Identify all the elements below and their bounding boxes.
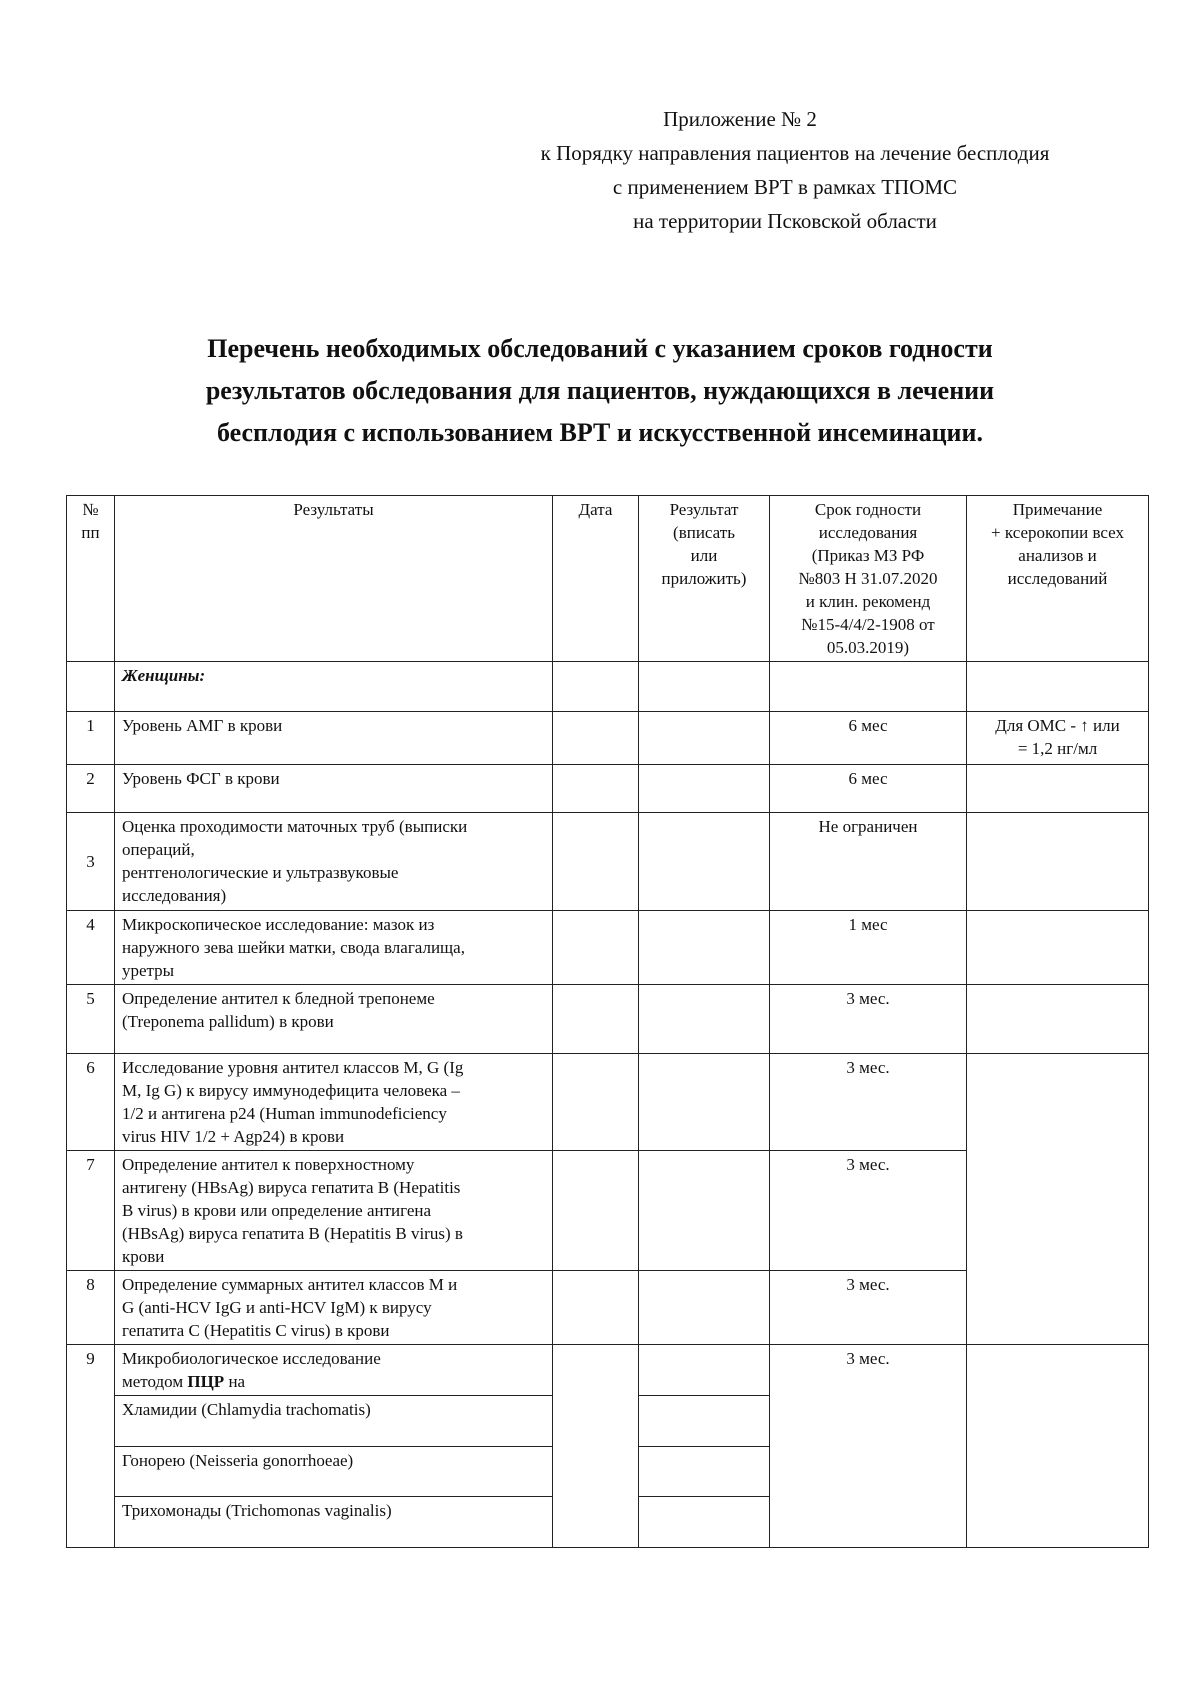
date-cell [553, 1271, 639, 1345]
result-cell [639, 813, 770, 911]
result-cell [639, 1447, 770, 1497]
result-cell [639, 1497, 770, 1548]
row-number: 1 [67, 712, 115, 765]
title-line: Перечень необходимых обследований с указанием сроков годности [207, 334, 993, 363]
date-cell [553, 712, 639, 765]
table-row [67, 1054, 1149, 1151]
row-name: Микроскопическое исследование: мазок из наружного зева шейки матки, свода влагалища, уретры [115, 911, 553, 985]
result-cell [639, 911, 770, 985]
row-note [967, 765, 1149, 813]
row-note-merged [967, 1054, 1149, 1345]
row-expiry: 6 мес [770, 712, 967, 765]
date-cell [553, 911, 639, 985]
sub-row-name: Гонорею (Neisseria gonorrhoeae) [115, 1447, 553, 1497]
result-cell [639, 765, 770, 813]
table-header-row [67, 496, 1149, 662]
row-expiry: 3 мес. [770, 985, 967, 1054]
examinations-table [66, 495, 1149, 1548]
row-name: Уровень ФСГ в крови [115, 765, 553, 813]
row-name: Микробиологическое исследование методом ПЦР на [115, 1345, 553, 1396]
appendix-header [0, 102, 1120, 238]
row-number: 8 [67, 1271, 115, 1345]
row-note [967, 911, 1149, 985]
date-cell [553, 1054, 639, 1151]
row-expiry: 3 мес. [770, 1054, 967, 1151]
table-row [67, 1345, 1149, 1396]
title-line: результатов обследования для пациентов, нуждающихся в лечении [205, 376, 995, 405]
title-line: бесплодия с использованием ВРТ и искусственной инсеминации. [216, 418, 984, 447]
row-name: Определение антител к поверхностному антигену (HBsAg) вируса гепатита В (Hepatitis B virus) в крови или определение антигена (HBsAg) вируса гепатита В (Hepatitis B virus) в крови [115, 1151, 553, 1271]
row-note: Для ОМС - ↑ или = 1,2 нг/мл [967, 712, 1149, 765]
row-number: 6 [67, 1054, 115, 1151]
date-cell [553, 985, 639, 1054]
result-cell [639, 985, 770, 1054]
header-note: Примечание + ксерокопии всех анализов и исследований [967, 496, 1149, 662]
row-name: Оценка проходимости маточных труб (выписки операций, рентгенологические и ультразвуковые исследования) [115, 813, 553, 911]
result-cell [639, 1396, 770, 1447]
row-name: Уровень АМГ в крови [115, 712, 553, 765]
sub-row-name: Трихомонады (Trichomonas vaginalis) [115, 1497, 553, 1548]
section-row [67, 662, 1149, 712]
document-title [100, 328, 1100, 454]
row-expiry: 3 мес. [770, 1271, 967, 1345]
date-cell [553, 1345, 639, 1548]
header-results: Результаты [115, 496, 553, 662]
row-name: Исследование уровня антител классов М, G (Ig M, Ig G) к вирусу иммунодефицита человека – 1/2 и антигена р24 (Human immunodeficiency virus HIV 1/2 + Agp24) в крови [115, 1054, 553, 1151]
row-expiry: 3 мес. [770, 1345, 967, 1548]
section-women-label: Женщины: [115, 662, 553, 712]
table-row [67, 765, 1149, 813]
result-cell [639, 1054, 770, 1151]
header-expiry: Срок годности исследования (Приказ МЗ РФ №803 Н 31.07.2020 и клин. рекоменд №15-4/4/2-1908 от 05.03.2019) [770, 496, 967, 662]
row-number: 5 [67, 985, 115, 1054]
row-number: 3 [67, 813, 115, 911]
pcr-label: ПЦР [187, 1372, 225, 1391]
result-cell [639, 712, 770, 765]
row-number: 7 [67, 1151, 115, 1271]
result-cell [639, 1345, 770, 1396]
sub-row-name: Хламидии (Chlamydia trachomatis) [115, 1396, 553, 1447]
appendix-subtitle-line: к Порядку направления пациентов на лечение бесплодия [540, 141, 1050, 165]
row-number: 4 [67, 911, 115, 985]
header-num: № пп [67, 496, 115, 662]
row-expiry: Не ограничен [770, 813, 967, 911]
table-row [67, 985, 1149, 1054]
table-row [67, 813, 1149, 911]
table-row [67, 712, 1149, 765]
result-cell [639, 1151, 770, 1271]
result-cell [639, 1271, 770, 1345]
date-cell [553, 813, 639, 911]
row-name: Определение антител к бледной трепонеме (Treponema pallidum) в крови [115, 985, 553, 1054]
appendix-subtitle-line: с применением ВРТ в рамках ТПОМС [612, 175, 958, 199]
table-row [67, 911, 1149, 985]
row-number: 9 [67, 1345, 115, 1548]
appendix-subtitle-line: на территории Псковской области [633, 209, 937, 233]
row-name: Определение суммарных антител классов M и G (anti-HCV IgG и anti-HCV IgM) к вирусу гепатита С (Hepatitis C virus) в крови [115, 1271, 553, 1345]
row-number: 2 [67, 765, 115, 813]
appendix-number: Приложение № 2 [663, 107, 817, 131]
row-expiry: 6 мес [770, 765, 967, 813]
row-note [967, 813, 1149, 911]
header-date: Дата [553, 496, 639, 662]
row-expiry: 1 мес [770, 911, 967, 985]
header-result: Результат (вписать или приложить) [639, 496, 770, 662]
row-expiry: 3 мес. [770, 1151, 967, 1271]
date-cell [553, 765, 639, 813]
date-cell [553, 1151, 639, 1271]
row-note [967, 985, 1149, 1054]
row-note [967, 1345, 1149, 1548]
